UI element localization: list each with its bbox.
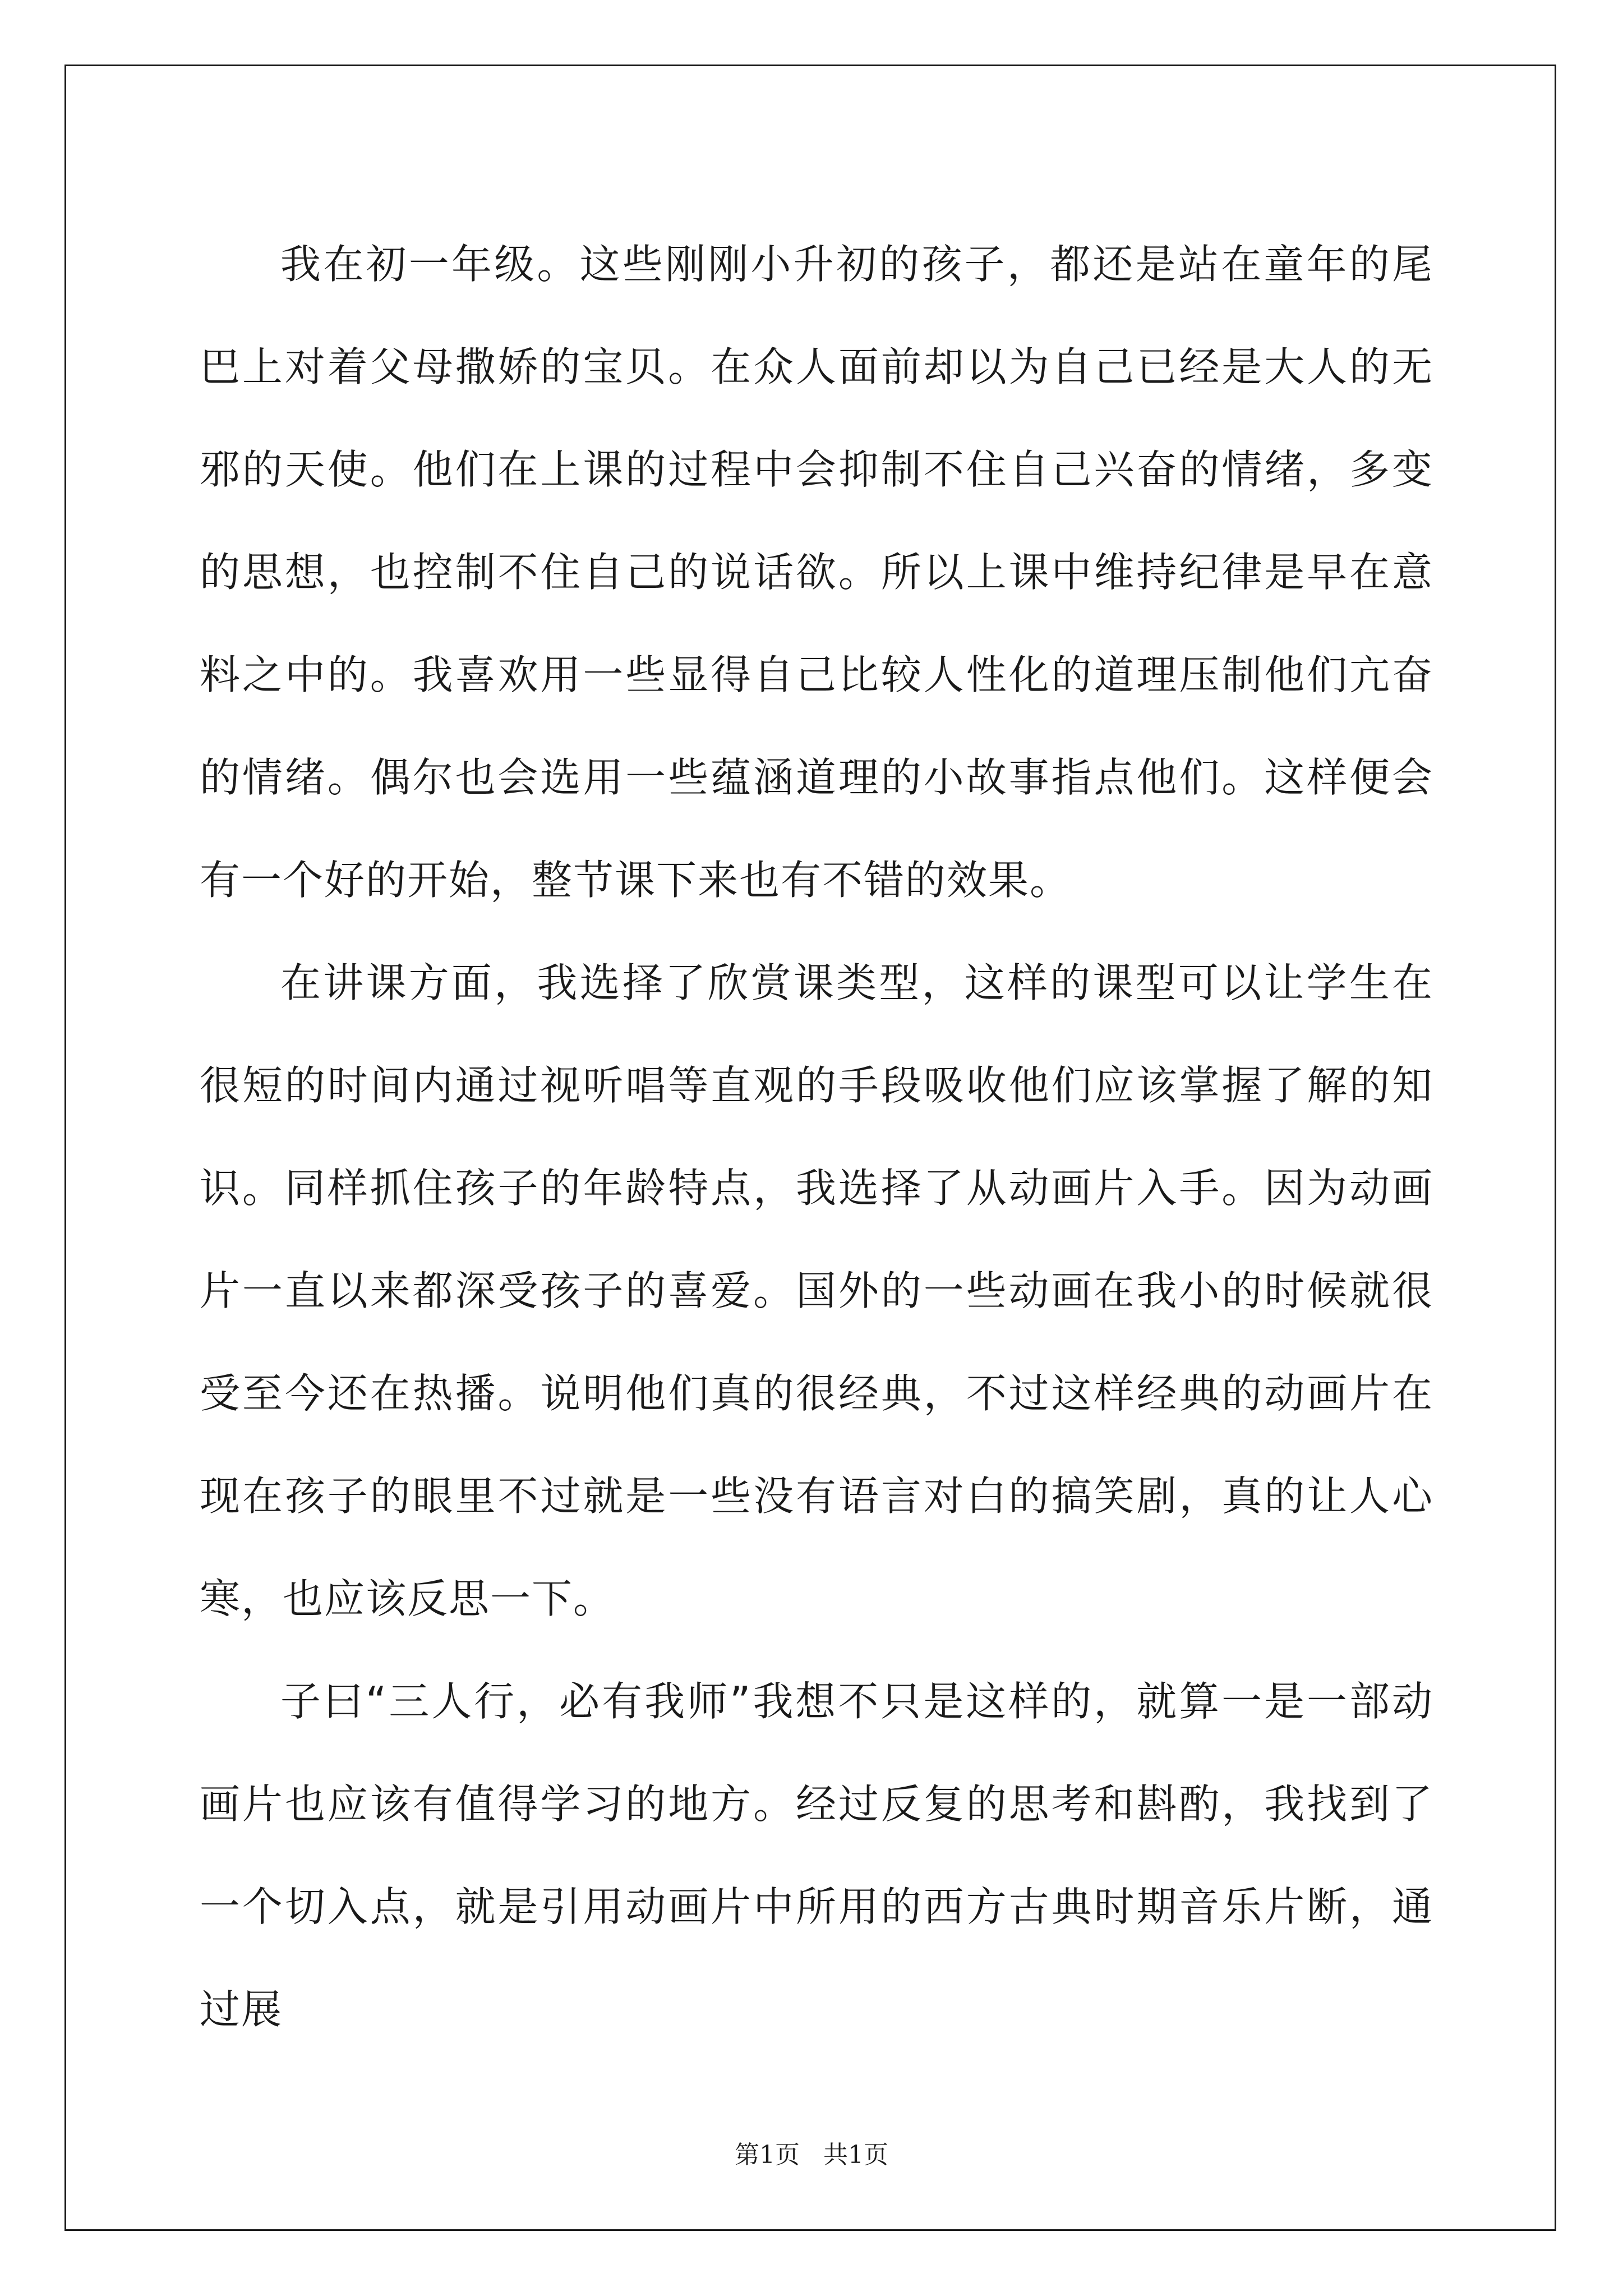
paragraph-3: 子曰“三人行，必有我师”我想不只是这样的，就算一是一部动画片也应该有值得学习的地方。经过反复的思考和斟酌，我找到了一个切入点，就是引用动画片中所用的西方古典时期音乐片断，通过展 <box>200 1678 1433 2033</box>
paragraph-2: 在讲课方面，我选择了欣赏课类型，这样的课型可以让学生在很短的时间内通过视听唱等直观的手段吸收他们应该掌握了解的知识。同样抓住孩子的年龄特点，我选择了从动画片入手。因为动画片一直以来都深受孩子的喜爱。国外的一些动画在我小的时候就很受至今还在热播。说明他们真的很经典，不过这样经典的动画片在现在孩子的眼里不过就是一些没有语言对白的搞笑剧，真的让人心寒，也应该反思一下。 <box>200 959 1433 1622</box>
document-body <box>200 213 1433 2061</box>
paragraph-1: 我在初一年级。这些刚刚小升初的孩子，都还是站在童年的尾巴上对着父母撒娇的宝贝。在众人面前却以为自己已经是大人的无邪的天使。他们在上课的过程中会抑制不住自己兴奋的情绪，多变的思想，也控制不住自己的说话欲。所以上课中维持纪律是早在意料之中的。我喜欢用一些显得自己比较人性化的道理压制他们亢奋的情绪。偶尔也会选用一些蕴涵道理的小故事指点他们。这样便会有一个好的开始，整节课下来也有不错的效果。 <box>200 241 1433 904</box>
page-footer: 第1页 共1页 <box>735 2141 888 2169</box>
